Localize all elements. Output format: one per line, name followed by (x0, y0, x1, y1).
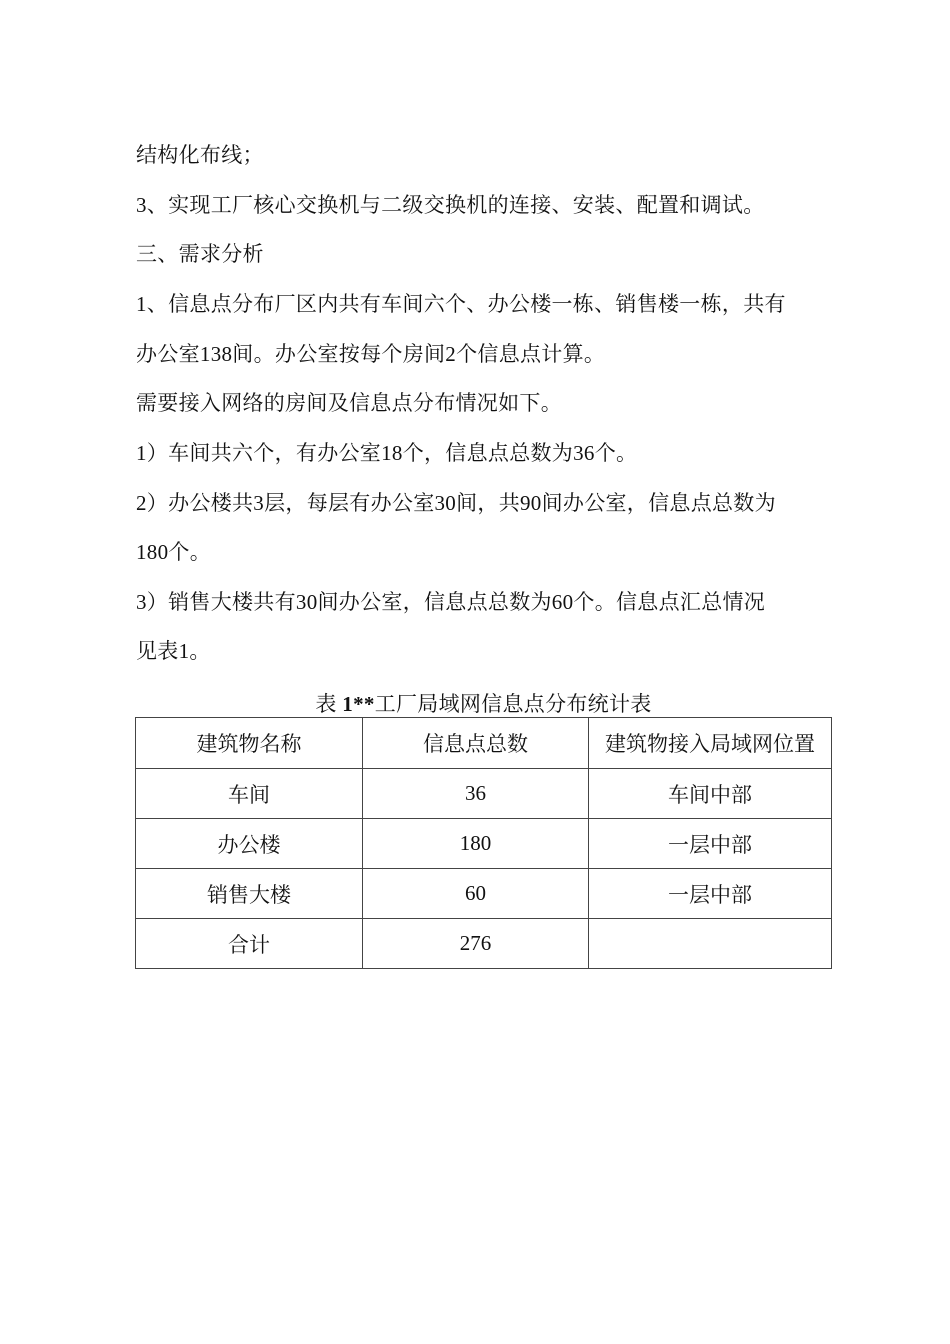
table-cell: 办公楼 (136, 819, 363, 869)
paragraph-line: 3）销售大楼共有30间办公室，信息点总数为60个。信息点汇总情况 (136, 590, 766, 614)
table-row (136, 819, 832, 869)
caption-title: 工厂局域网信息点分布统计表 (374, 692, 652, 716)
table-cell: 销售大楼 (136, 869, 363, 919)
paragraph-line: 结构化布线； (136, 143, 264, 167)
info-point-table (135, 717, 832, 969)
paragraph-line: 1、信息点分布厂区内共有车间六个、办公楼一栋、销售楼一栋，共有 (136, 292, 786, 316)
table-row (136, 869, 832, 919)
paragraph-line: 需要接入网络的房间及信息点分布情况如下。 (136, 391, 562, 415)
paragraph-line: 见表1。 (136, 639, 211, 663)
table-header-row (136, 718, 832, 769)
column-header-points: 信息点总数 (363, 718, 589, 769)
table-row (136, 769, 832, 819)
table-cell: 276 (363, 919, 589, 969)
paragraph-line: 180个。 (136, 540, 211, 564)
table-cell (589, 919, 832, 969)
table-row-total (136, 919, 832, 969)
table-caption (136, 690, 831, 718)
caption-prefix: 表 (315, 692, 337, 716)
table-cell: 60 (363, 869, 589, 919)
table-cell: 一层中部 (589, 869, 832, 919)
table-cell: 一层中部 (589, 819, 832, 869)
table-cell: 车间中部 (589, 769, 832, 819)
paragraph-line: 3、实现工厂核心交换机与二级交换机的连接、安装、配置和调试。 (136, 193, 765, 217)
table-cell: 车间 (136, 769, 363, 819)
paragraph-line: 办公室138间。办公室按每个房间2个信息点计算。 (136, 342, 606, 366)
column-header-location: 建筑物接入局域网位置 (589, 718, 832, 769)
column-header-building: 建筑物名称 (136, 718, 363, 769)
caption-number: 1** (342, 692, 375, 716)
paragraph-line: 1）车间共六个，有办公室18个，信息点总数为36个。 (136, 441, 638, 465)
paragraph-line: 2）办公楼共3层，每层有办公室30间，共90间办公室，信息点总数为 (136, 491, 776, 515)
section-heading: 三、需求分析 (136, 242, 264, 266)
table-cell: 36 (363, 769, 589, 819)
table-cell: 180 (363, 819, 589, 869)
table-cell: 合计 (136, 919, 363, 969)
